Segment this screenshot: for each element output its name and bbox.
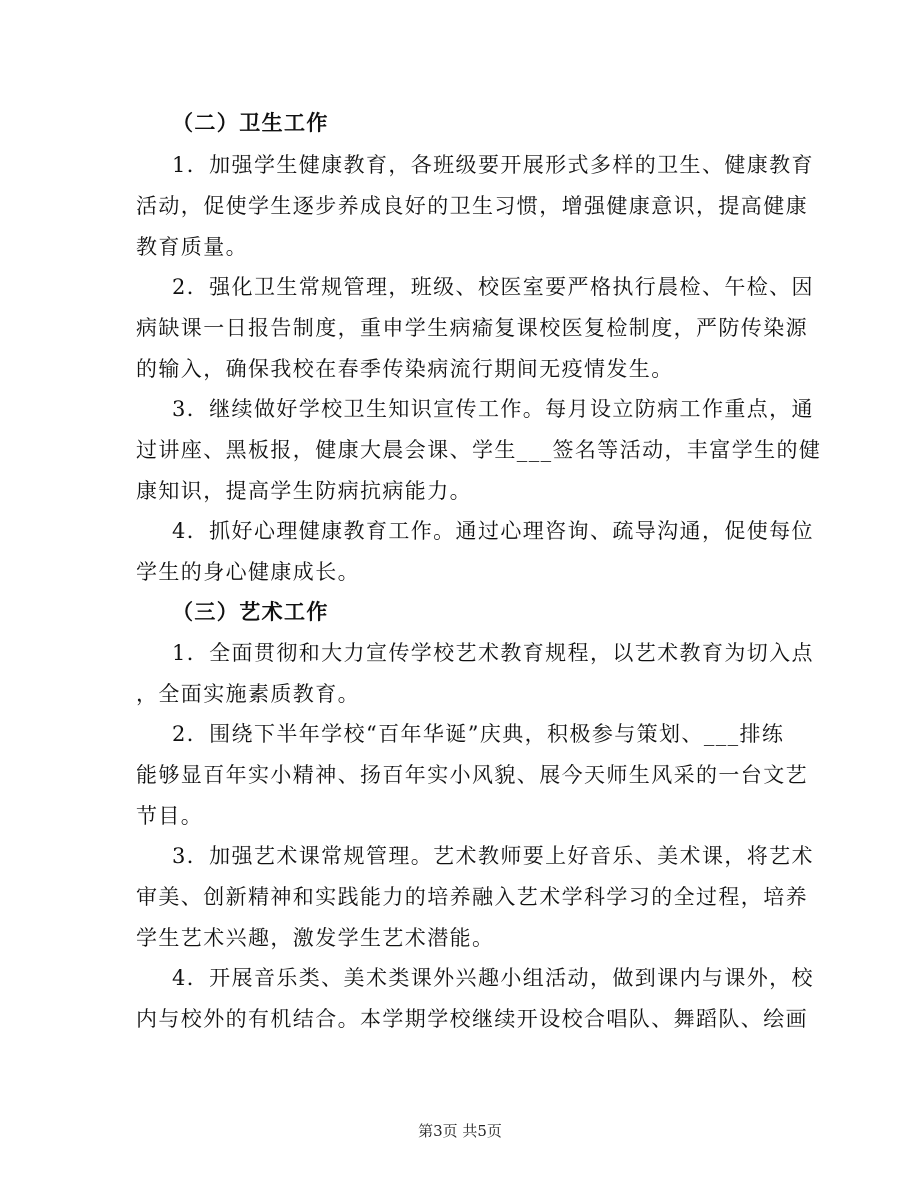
paragraph-line: 节目。 bbox=[136, 804, 204, 828]
paragraph-line: 活动，促使学生逐步养成良好的卫生习惯，增强健康意识，提高健康 bbox=[136, 194, 808, 218]
paragraph-line: 内与校外的有机结合。本学期学校继续开设校合唱队、舞蹈队、绘画 bbox=[136, 1007, 808, 1031]
paragraph-line: 审美、创新精神和实践能力的培养融入艺术学科学习的全过程，培养 bbox=[136, 885, 808, 909]
paragraph-line: 3．加强艺术课常规管理。艺术教师要上好音乐、美术课，将艺术 bbox=[172, 844, 814, 868]
paragraph-line: 过讲座、黑板报，健康大晨会课、学生___签名等活动，丰富学生的健 bbox=[136, 438, 822, 462]
paragraph-line: 3．继续做好学校卫生知识宣传工作。每月设立防病工作重点，通 bbox=[172, 397, 814, 421]
paragraph-line: 病缺课一日报告制度，重申学生病瘉复课校医复检制度，严防传染源 bbox=[136, 316, 808, 340]
section-title-health: （二）卫生工作 bbox=[172, 110, 329, 135]
paragraph-line: 的输入，确保我校在春季传染病流行期间无疫情发生。 bbox=[136, 357, 674, 381]
paragraph-line: 教育质量。 bbox=[136, 235, 248, 259]
paragraph-line: 4．开展音乐类、美术类课外兴趣小组活动，做到课内与课外，校 bbox=[172, 966, 814, 990]
section-title-art: （三）艺术工作 bbox=[172, 599, 329, 624]
paragraph-line: 能够显百年实小精神、扬百年实小风貌、展今天师生风采的一台文艺 bbox=[136, 763, 808, 787]
paragraph-line: ，全面实施素质教育。 bbox=[136, 682, 360, 706]
paragraph-line: 1．加强学生健康教育，各班级要开展形式多样的卫生、健康教育 bbox=[172, 153, 814, 177]
paragraph-line: 学生的身心健康成长。 bbox=[136, 560, 360, 584]
page-number-footer: 第3页 共5页 bbox=[418, 1122, 502, 1140]
paragraph-line: 4．抓好心理健康教育工作。通过心理咨询、疏导沟通，促使每位 bbox=[172, 519, 814, 543]
paragraph-line: 学生艺术兴趣，激发学生艺术潜能。 bbox=[136, 926, 495, 950]
paragraph-line: 康知识，提高学生防病抗病能力。 bbox=[136, 479, 472, 503]
paragraph-line: 1．全面贯彻和大力宣传学校艺术教育规程，以艺术教育为切入点 bbox=[172, 641, 814, 665]
paragraph-line: 2．强化卫生常规管理，班级、校医室要严格执行晨检、午检、因 bbox=[172, 275, 814, 299]
paragraph-line: 2．围绕下半年学校“百年华诞”庆典，积极参与策划、___排练 bbox=[172, 722, 785, 746]
